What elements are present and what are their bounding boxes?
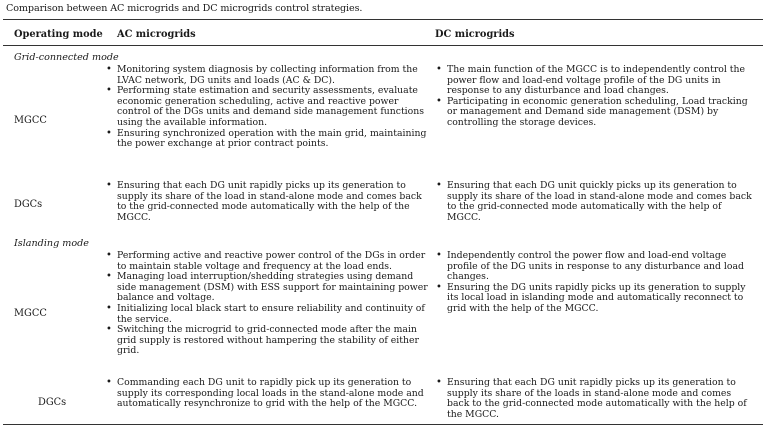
list-item: • Ensuring that each DG unit rapidly picks up its generation to supply its share of the load in stand-alone mode and comes back to the grid-connected mode automatically with the help of the MGCC.: [106, 181, 428, 223]
list-item: • Performing active and reactive power control of the DGs in order to maintain stable voltage and frequency at the load ends.: [106, 251, 428, 272]
row-label-mgcc-grid: MGCC: [14, 115, 47, 126]
list-item: • Initializing local black start to ensure reliability and continuity of the service.: [106, 304, 428, 325]
cell-dc-mgcc-island: [436, 251, 756, 315]
list-item: • Commanding each DG unit to rapidly pick up its generation to supply its corresponding local loads in the stand-alone mode and automatically resynchronize to grid with the help of the MGCC.: [106, 378, 428, 410]
cell-ac-dgcs-grid: [106, 181, 428, 223]
list-item: • Ensuring that each DG unit quickly picks up its generation to supply its share of the load in stand-alone mode and comes back to the grid-connected mode automatically with the help of MGCC.: [436, 181, 756, 223]
bottom-rule: [3, 424, 763, 425]
list-item: • Ensuring synchronized operation with the main grid, maintaining the power exchange at prior contract points.: [106, 129, 428, 150]
header-operating-mode: Operating mode: [14, 29, 103, 40]
list-item: • Independently control the power flow and load-end voltage profile of the DG units in response to any disturbance and load changes.: [436, 251, 756, 283]
list-item: • Ensuring the DG units rapidly picks up its generation to supply its local load in islanding mode and automatically reconnect to grid with the help of the MGCC.: [436, 283, 756, 315]
cell-ac-dgcs-island: [106, 378, 428, 410]
header-ac-microgrids: AC microgrids: [117, 29, 196, 40]
cell-dc-dgcs-grid: [436, 181, 756, 223]
list-item: • Switching the microgrid to grid-connected mode after the main grid supply is restored without hampering the stability of either grid.: [106, 325, 428, 357]
header-rule: [3, 45, 763, 46]
cell-dc-mgcc-grid: [436, 65, 756, 129]
list-item: • Managing load interruption/shedding strategies using demand side management (DSM) with ESS support for maintaining power balance and voltage.: [106, 272, 428, 304]
list-item: • The main function of the MGCC is to independently control the power flow and load-end voltage profile of the DG units in response to any disturbance and load changes.: [436, 65, 756, 97]
section-title-grid-connected: Grid-connected mode: [14, 52, 119, 63]
table-caption: Comparison between AC microgrids and DC microgrids control strategies.: [6, 3, 363, 14]
row-label-dgcs-island: DGCs: [38, 397, 67, 408]
list-item: • Ensuring that each DG unit rapidly picks up its generation to supply its share of the loads in stand-alone mode and comes back to the grid-connected mode automatically with the help of the MGCC.: [436, 378, 756, 420]
top-rule: [3, 19, 763, 20]
cell-ac-mgcc-island: [106, 251, 428, 357]
row-label-dgcs-grid: DGCs: [14, 199, 43, 210]
list-item: • Monitoring system diagnosis by collecting information from the LVAC network, DG units and loads (AC & DC).: [106, 65, 428, 86]
list-item: • Participating in economic generation scheduling, Load tracking or management and Demand side management (DSM) by controlling the storage devices.: [436, 97, 756, 129]
cell-dc-dgcs-island: [436, 378, 756, 420]
header-dc-microgrids: DC microgrids: [435, 29, 515, 40]
cell-ac-mgcc-grid: [106, 65, 428, 150]
section-title-islanding: Islanding mode: [14, 238, 89, 249]
list-item: • Performing state estimation and security assessments, evaluate economic generation scheduling, active and reactive power control of the DGs units and demand side management functions using the available information.: [106, 86, 428, 128]
row-label-mgcc-island: MGCC: [14, 308, 47, 319]
